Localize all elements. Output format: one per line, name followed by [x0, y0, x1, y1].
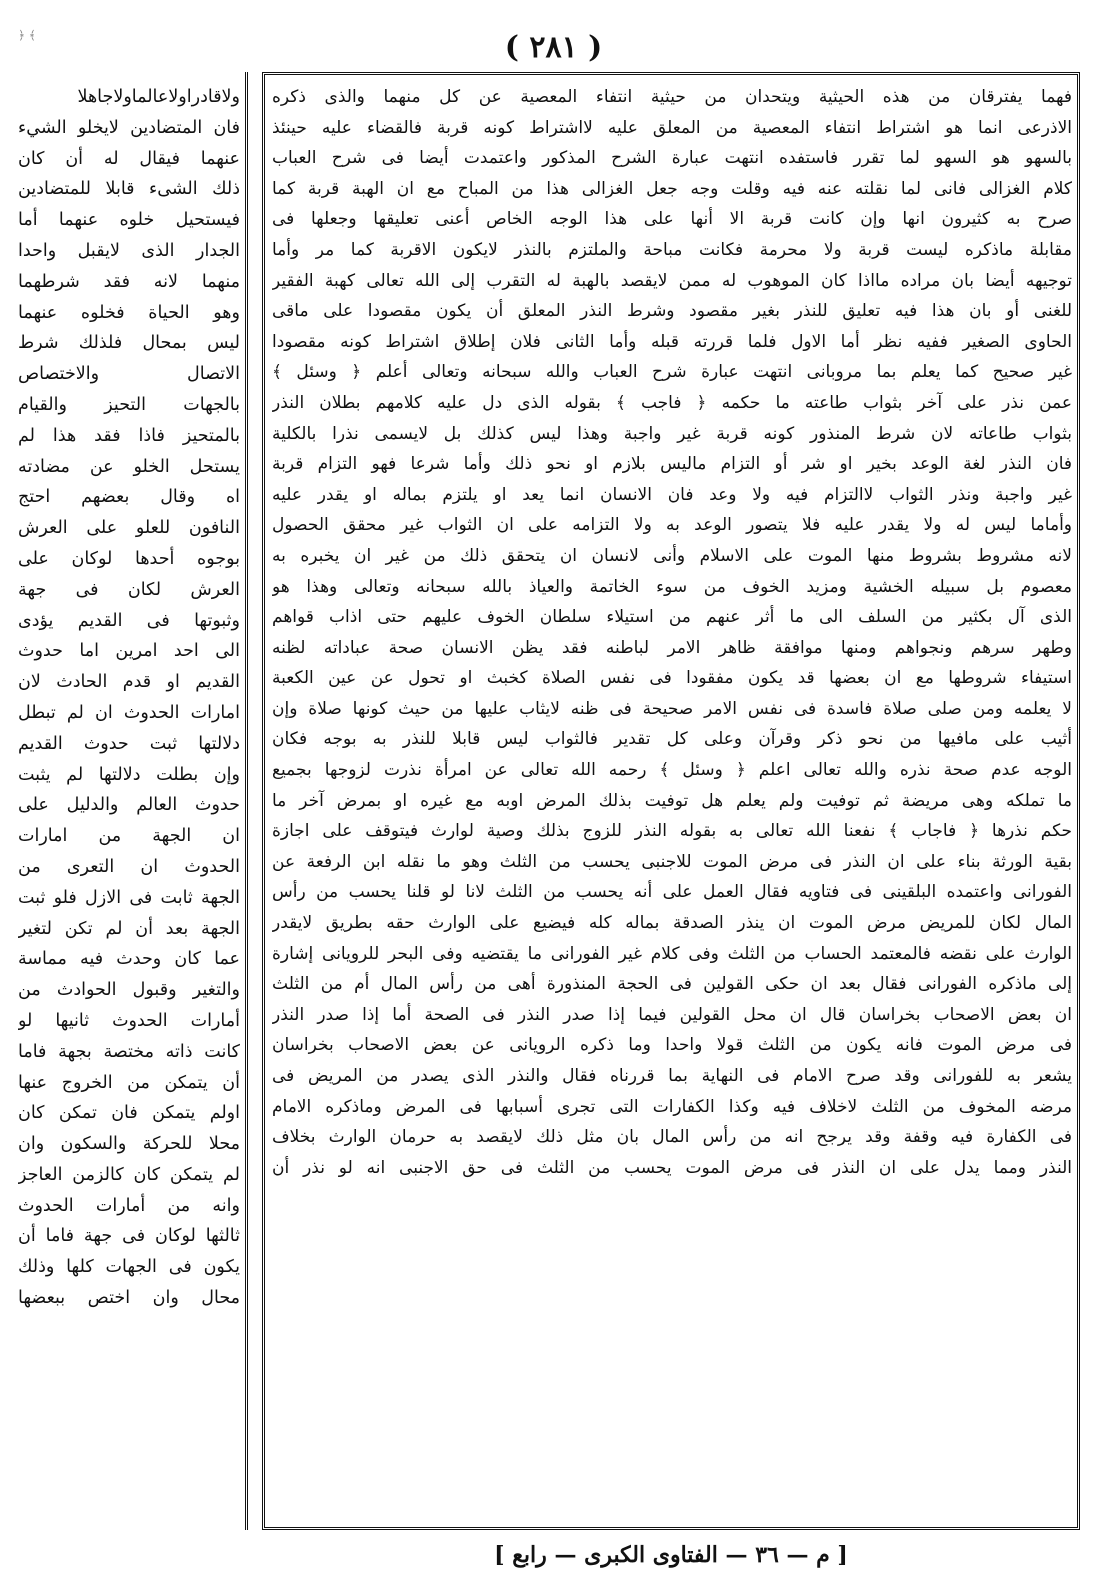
- main-text-line: الاذرعى انما هو اشتراط انتفاء المعصية من المعلق عليه لااشتراط كونه قربة فالقضاء عليه حينئذ: [272, 117, 1072, 138]
- main-text-line: يشعر به للفورانى وقد صرح الامام فى النهاية بما قررناه فقال والنذر الذى يصدر من المريض فى: [272, 1066, 1072, 1086]
- main-text-line: للغنى أو بان هذا فيه تعليق للنذر بغير مقصود وشرط النذر المعلق أن يكون مقصودا على ماقى: [272, 301, 1072, 322]
- main-text-line: معصوم بل سبيله الخشية ومزيد الخوف من سوء الخاتمة والعياذ بالله سبحانه وتعالى وهذا هو: [272, 576, 1072, 597]
- main-text-line: النذر ومما يدل على ان النذر فى مرض الموت يحسب من الثلث فى حق الاجنبى انه لو نذر أن: [272, 1157, 1072, 1178]
- main-text-line: لا يعلمه ومن صلى صلاة فاسدة فى نفس الامر صحيحة فى ظنه لايثاب عليها من حيث كونها صلاة وإن: [272, 698, 1072, 719]
- margin-text-line: الجهة ثابت فى الازل فلو ثبت: [18, 887, 240, 908]
- margin-text-line: ان الجهة من امارات: [18, 826, 240, 847]
- main-text-line: بقية الورثة بناء على ان النذر فى مرض الموت للاجنبى يحسب من الثلث وهو ما نقله ابن الرفعة عن: [272, 851, 1072, 872]
- main-text-line: ما تملكه وهى مريضة ثم توفيت ولم يعلم هل توفيت بذلك المرض اوبه مع غيره او بمرض آخر ما: [272, 790, 1072, 811]
- margin-text-line: الى احد امرين اما حدوث: [18, 641, 240, 662]
- margin-text-line: امارات الحدوث ان لم تبطل: [18, 702, 240, 723]
- margin-divider: [245, 72, 248, 1530]
- main-text-line: صرح به كثيرون انها وإن كانت قربة الا أنها على هذا الوجه الخاص أعنى تعليقها وجعلها فى: [272, 209, 1072, 230]
- margin-text-line: وثبوتها فى القديم يؤدى: [18, 610, 240, 631]
- margin-text-line: اه وقال بعضهم احتج: [18, 487, 240, 508]
- margin-text-line: ذلك الشىء قابلا للمتضادين: [18, 179, 240, 200]
- margin-text-line: والتغير وقبول الحوادث من: [18, 980, 240, 1001]
- margin-text-line: الجهة بعد أن لم تكن لتغير: [18, 918, 240, 939]
- main-text-body: [272, 82, 1072, 1522]
- margin-text-line: عنهما فيقال له أن كان: [18, 148, 240, 169]
- margin-text-line: بالمتحيز فاذا فقد هذا لم: [18, 425, 240, 446]
- page-footer: [ م — ٣٦ — الفتاوى الكبرى — رابع ]: [494, 1542, 848, 1568]
- margin-text-line: بالجهات التحيز والقيام: [18, 394, 240, 415]
- margin-text-line: يستحل الخلو عن مضادته: [18, 456, 240, 477]
- main-text-line: فى مرض الموت فانه يكون من الثلث قولا واحدا وما ذكره الرويانى عن بعض الاصحاب بخراسان: [272, 1035, 1072, 1056]
- margin-text-line: الاتصال والاختصاص: [18, 364, 240, 385]
- margin-text-line: أمارات الحدوث ثانيها لو: [18, 1010, 240, 1031]
- margin-text-line: عما كان وحدث فيه مماسة: [18, 949, 240, 970]
- main-text-line: كلام الغزالى فانى لما نقلته عنه فيه وقلت وجه جعل الغزالى هذا من المباح مع ان الهبة قربة كما: [272, 178, 1072, 199]
- margin-text-line: محال وان اختص ببعضها: [18, 1288, 240, 1309]
- margin-text-line: ثالثها لوكان فى جهة فاما أن: [18, 1226, 240, 1247]
- main-text-line: الذى آل بكثير من السلف الى ما أثر عنهم من استيلاء سلطان الخوف عليهم حتى اذاب قواهم: [272, 607, 1072, 628]
- main-text-line: بثواب طاعاته لان شرط المنذور كونه قربة غير واجبة وهذا ليس كذلك بل لايسمى نذرا بالكلية: [272, 423, 1072, 444]
- main-text-line: حكم نذرها ﴿ فاجاب ﴾ نفعنا الله تعالى به بقوله النذر للزوج بذلك وصية لوارث فيتوقف على اجازة: [272, 821, 1072, 842]
- margin-text-line: وهو الحياة فخلوه عنهما: [18, 302, 240, 323]
- main-text-line: أثيب على مافيها من نحو ذكر وقرآن وعلى كل تقدير فالثواب ليس قابلا للنذر به بوجه فكان: [272, 729, 1072, 750]
- margin-text-line: أن يتمكن من الخروج عنها: [18, 1072, 240, 1093]
- main-text-line: غير واجبة ونذر الثواب لاالتزام فيه ولا وعد فان الانسان انما يعد او يلتزم بماله او يقدر عليه: [272, 484, 1072, 505]
- margin-text-line: لم يتمكن كان كالزمن العاجز: [18, 1164, 240, 1185]
- margin-text-line: وإن بطلت دلالتها لم يثبت: [18, 764, 240, 785]
- main-text-line: غير صحيح كما يعلم بما مروبانى انتهت عبارة شرح العباب والله سبحانه وتعالى أعلم ﴿ وسئل ﴾: [272, 362, 1072, 383]
- corner-mark: ﴿ ﴾: [18, 28, 36, 42]
- margin-text-line: النافون للعلو على العرش: [18, 518, 240, 539]
- main-text-line: وأماما ليس له ولا يقدر عليه فلا يتصور الوعد به ولا التزامه على ان الثواب غير محقق الحصول: [272, 515, 1072, 536]
- main-text-line: المال لكان للمريض مرض الموت ان ينذر الصدقة بماله كله فيضيع على الوارث حقه بطريق لايقدر: [272, 913, 1072, 934]
- margin-text-line: دلالتها ثبت حدوث القديم: [18, 733, 240, 754]
- margin-text-line: الجدار الذى لايقبل واحدا: [18, 240, 240, 261]
- page-number: ( ٢٨١ ): [504, 30, 603, 65]
- main-text-line: استيفاء شروطها مع ان بعضها قد يكون مفقودا فى نفس الصلاة كخبث او تحول عن عين الكعبة: [272, 668, 1072, 689]
- margin-text-line: فيستحيل خلوه عنهما أما: [18, 210, 240, 231]
- main-text-line: فى الكفارة فيه وقفة وقد يرجح انه من رأس المال بان مثل ذلك لايقصد به حرمان الوارث بخلاف: [272, 1127, 1072, 1148]
- margin-text-line: القديم او قدم الحادث لان: [18, 672, 240, 693]
- main-text-line: لانه مشروط بشروط منها الموت على الاسلام وأنى لانسان ان يتحقق ذلك من غير ان يخبره به: [272, 545, 1072, 566]
- main-text-line: الوارث على نقضه فالمعتمد الحساب من الثلث وفى كلام غير الفورانى ما يقتضيه وفى البحر للرويانى إشارة: [272, 943, 1072, 964]
- margin-text-line: وانه من أمارات الحدوث: [18, 1195, 240, 1216]
- margin-text-body: [18, 82, 240, 1532]
- margin-text-line: بوجوه أحدها لوكان على: [18, 548, 240, 569]
- main-text-line: وطهر سرهم ونجواهم ومنها موافقة ظاهر الامر لباطنه فقد يظن الانسان صحة عباداته لظنه: [272, 637, 1072, 658]
- margin-text-line: فان المتضادين لايخلو الشيء: [18, 117, 240, 138]
- margin-text-line: ولاقادراولاعالماولاجاهلا: [77, 87, 240, 107]
- margin-text-line: الحدوث ان التعرى من: [18, 856, 240, 877]
- margin-text-line: محلا للحركة والسكون وان: [18, 1134, 240, 1155]
- main-text-line: مقابلة ماذكره ليست قربة ولا محرمة فكانت مباحة والملتزم بالنذر لايكون الاقربة كما مر وأما: [272, 239, 1072, 260]
- margin-text-line: العرش لكان فى جهة: [18, 579, 240, 600]
- main-text-line: فهما يفترقان من هذه الحيثية ويتحدان من حيثية انتفاء المعصية عن كل منهما والذى ذكره: [272, 87, 1072, 107]
- main-text-line: الوجه عدم صحة نذره والله تعالى اعلم ﴿ وسئل ﴾ رحمه الله تعالى عن امرأة نذرت لزوجها بجميع: [272, 760, 1072, 781]
- margin-text-line: كانت ذاته مختصة بجهة فاما: [18, 1041, 240, 1062]
- main-text-line: عمن نذر على آخر بثواب طاعته ما حكمه ﴿ فاجب ﴾ بقوله الذى دل عليه كلامهم بطلان النذر: [272, 392, 1072, 413]
- margin-text-line: ليس بمحال فلذلك شرط: [18, 333, 240, 354]
- main-text-line: بالسهو هو السهو لما تقرر فاستفده انتهت عبارة الشرح المذكور واعتمدت أيضا فى شرح العباب: [272, 148, 1072, 169]
- main-text-line: الحاوى الصغير ففيه نظر أما الاول فلما قررته قبله وأما الثانى فلان إطلاق اشتراط كونه مقصودا: [272, 331, 1072, 352]
- margin-text-line: يكون فى الجهات كلها وذلك: [18, 1257, 240, 1278]
- margin-text-line: منهما لانه فقد شرطهما: [18, 271, 240, 292]
- main-text-line: فان النذر لغة الوعد بخير او شر أو التزام ماليس بلازم او نحو ذلك وأما شرعا فهو التزام قربة: [272, 454, 1072, 475]
- main-text-line: إلى ماذكره الفورانى فقال بعد ان حكى القولين فى الحجة المنذورة أهى من رأس المال أم من الثلث: [272, 974, 1072, 995]
- margin-text-line: حدوث العالم والدليل على: [18, 795, 240, 816]
- main-text-line: الفورانى واعتمده البلقينى فى فتاويه فقال العمل على أنه يحسب من الثلث لانا لو قلنا يحسب من رأس: [272, 882, 1072, 903]
- main-text-line: ان بعض الاصحاب بخراسان قال ان محل القولين فيما إذا صدر النذر فى الصحة أما إذا صدر النذر: [272, 1004, 1072, 1025]
- main-text-line: توجيهه أيضا بان مراده مااذا كان الموهوب له ممن لايقصد بالهبة له التقرب إلى الله تعالى كهبة الفقير: [272, 270, 1072, 291]
- main-text-line: مرضه المخوف من الثلث لاخلاف فيه وكذا الكفارات التى تجرى أسبابها فى المرض وماذكره الامام: [272, 1096, 1072, 1117]
- margin-text-line: اولم يتمكن فان تمكن كان: [18, 1103, 240, 1124]
